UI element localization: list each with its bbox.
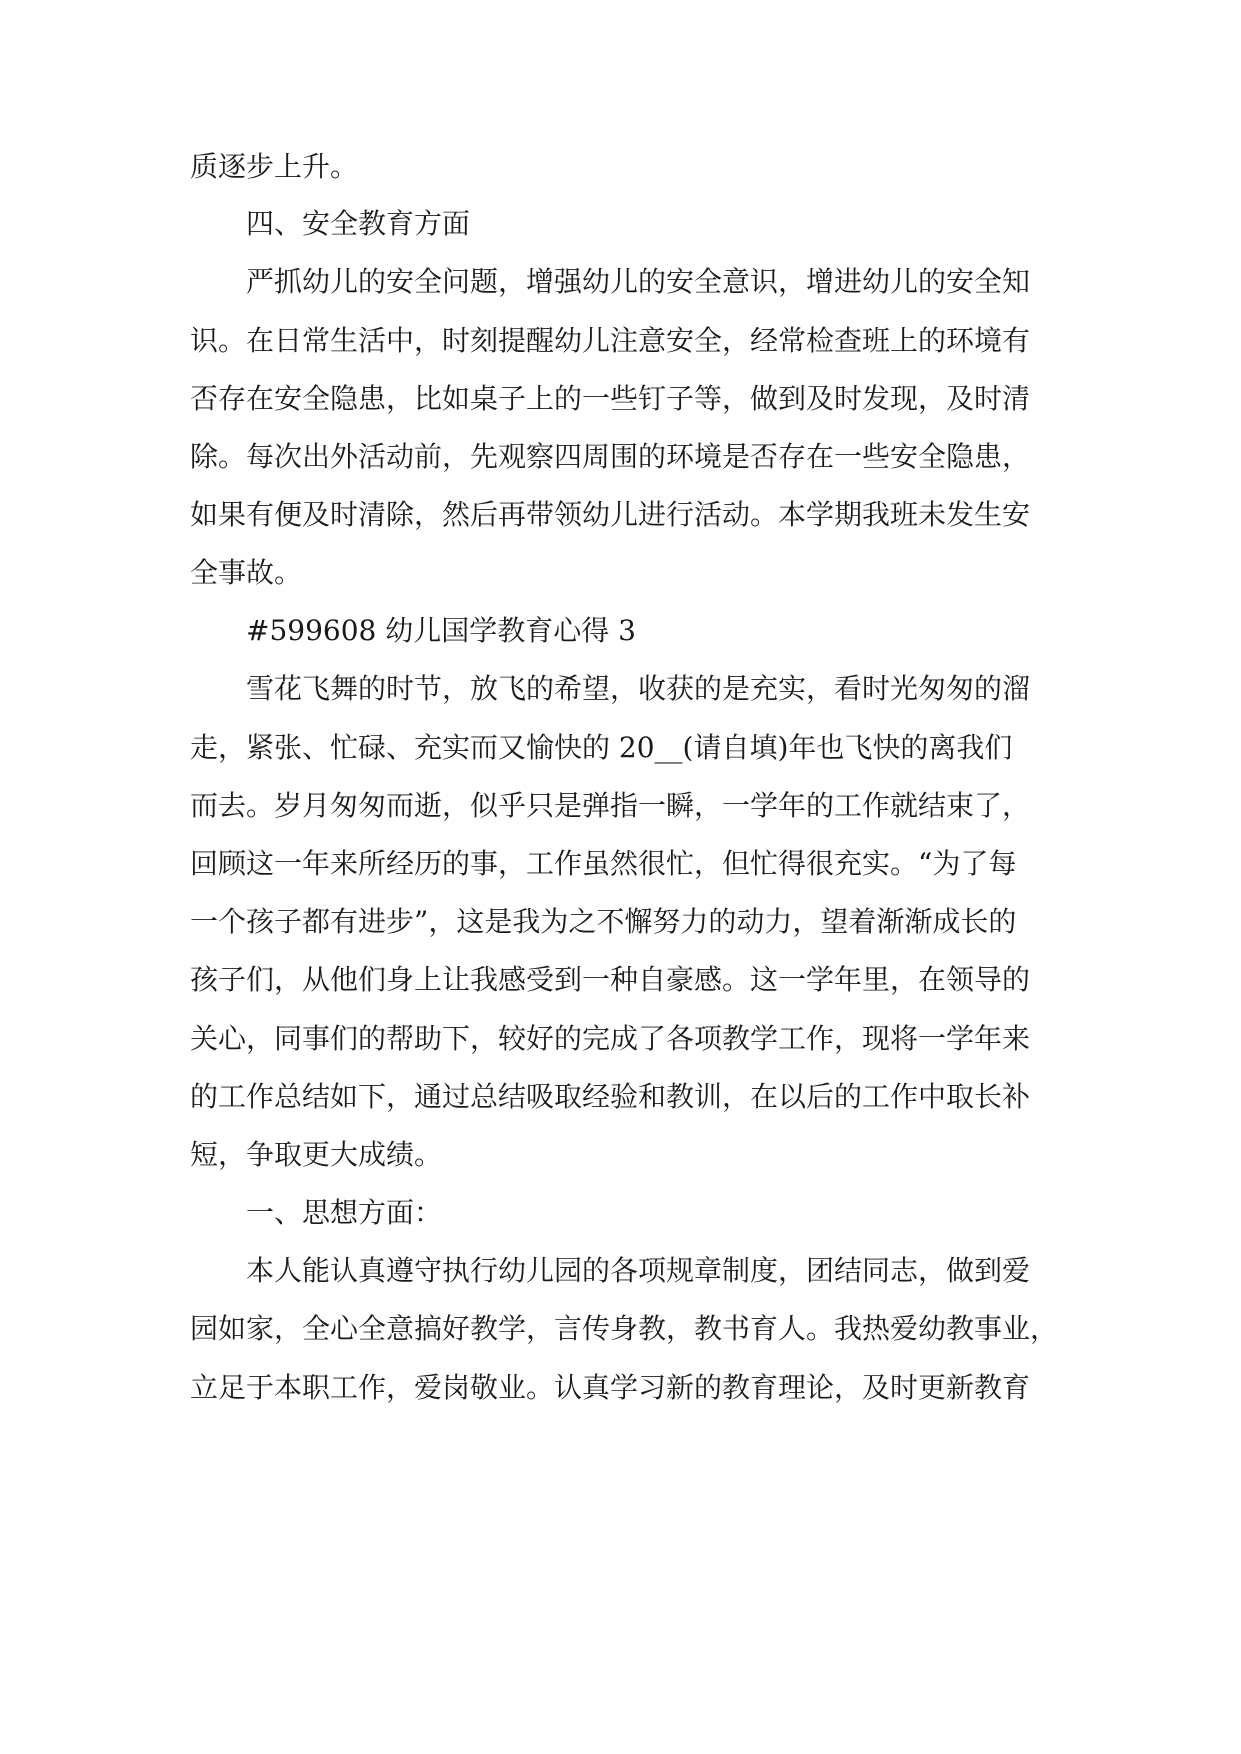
text-line: 质逐步上升。 — [190, 150, 359, 183]
text-line: 全事故。 — [190, 556, 303, 589]
text-line: 的工作总结如下，通过总结吸取经验和教训，在以后的工作中取长补 — [190, 1080, 1031, 1113]
text-line: 孩子们，从他们身上让我感受到一种自豪感。这一学年里，在领导的 — [190, 963, 1031, 996]
text-line: 雪花飞舞的时节，放飞的希望，收获的是充实，看时光匆匆的溜 — [246, 672, 1031, 705]
section-heading: 四、安全教育方面 — [246, 207, 471, 240]
text-line: 关心，同事们的帮助下，较好的完成了各项教学工作，现将一学年来 — [190, 1022, 1031, 1055]
text-line: 识。在日常生活中，时刻提醒幼儿注意安全，经常检查班上的环境有 — [190, 324, 1031, 357]
text-line: 短，争取更大成绩。 — [190, 1138, 443, 1171]
text-line: 而去。岁月匆匆而逝，似乎只是弹指一瞬，一学年的工作就结束了， — [190, 789, 1031, 822]
article-title: #599608 幼儿国学教育心得 3 — [246, 614, 636, 647]
text-line: 一个孩子都有进步”，这是我为之不懈努力的动力，望着渐渐成长的 — [190, 905, 1017, 938]
section-heading: 一、思想方面： — [246, 1196, 443, 1229]
text-line: 本人能认真遵守执行幼儿园的各项规章制度，团结同志，做到爱 — [246, 1254, 1031, 1287]
text-line: 回顾这一年来所经历的事，工作虽然很忙，但忙得很充实。“为了每 — [190, 847, 1017, 880]
text-line: 除。每次出外活动前，先观察四周围的环境是否存在一些安全隐患， — [190, 440, 1031, 473]
text-line: 园如家，全心全意搞好教学，言传身教，教书育人。我热爱幼教事业， — [190, 1312, 1059, 1345]
text-line: 立足于本职工作，爱岗敬业。认真学习新的教育理论，及时更新教育 — [190, 1371, 1031, 1404]
text-line: 如果有便及时清除，然后再带领幼儿进行活动。本学期我班未发生安 — [190, 498, 1031, 531]
text-line: 否存在安全隐患，比如桌子上的一些钉子等，做到及时发现，及时清 — [190, 382, 1031, 415]
text-line: 走，紧张、忙碌、充实而又愉快的 20__(请自填)年也飞快的离我们 — [190, 731, 1013, 764]
text-line: 严抓幼儿的安全问题，增强幼儿的安全意识，增进幼儿的安全知 — [246, 265, 1031, 298]
